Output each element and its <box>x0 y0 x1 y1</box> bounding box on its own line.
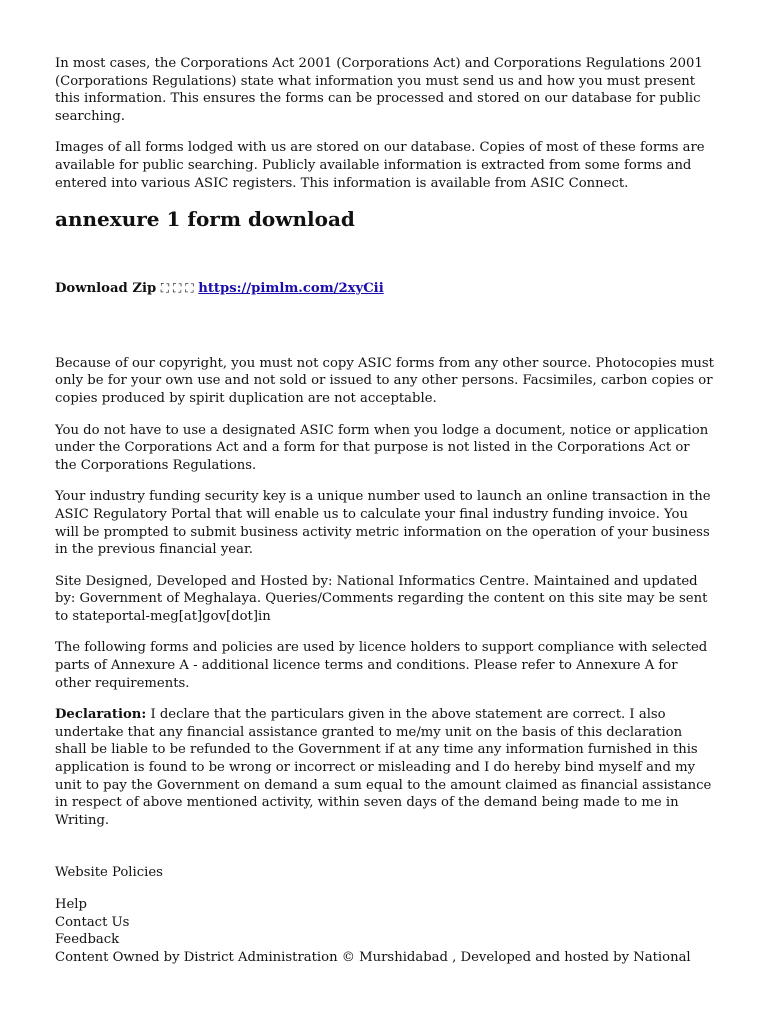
site-credits-paragraph: Site Designed, Developed and Hosted by: National Informatics Centre. Maintained and updated by: Government of Meghalaya. Queries/Comments regarding the content on this site may be sent to stateportal-meg[at]gov[dot]in <box>55 573 708 624</box>
help-link[interactable]: Help <box>55 897 87 912</box>
funding-key-paragraph: Your industry funding security key is a unique number used to launch an online transaction in the ASIC Regulatory Portal that will enable us to calculate your final industry funding invoice. You will be prompted to submit business activity metric information on the operation of your business in the previous financial year. <box>55 489 711 558</box>
copyright-paragraph: Because of our copyright, you must not copy ASIC forms from any other source. Photocopies must only be for your own use and not sold or issued to any other persons. Facsimiles, carbon copies or copies produced by spirit duplication are not acceptable. <box>55 355 714 406</box>
intro-paragraph-2: Images of all forms lodged with us are stored on our database. Copies of most of these forms are available for public searching. Publicly available information is extracted from some forms and entered into various ASIC registers. This information is available from ASIC Connect. <box>55 140 705 191</box>
declaration-text: I declare that the particulars given in the above statement are correct. I also undertake that any financial assistance granted to me/my unit on the basis of this declaration shall be liable to be refunded to the Government if at any time any information furnished in this application is found to be wrong or incorrect or misleading and I do hereby bind myself and my unit to pay the Government on demand a sum equal to the amount claimed as financial assistance in respect of above mentioned activity, within seven days of the demand being made to me in Writing. <box>55 707 712 828</box>
download-glyphs: ⛶ ⛶ ⛶ <box>160 281 194 296</box>
content-owned-text: Content Owned by District Administration © Murshidabad , Developed and hosted by National <box>55 949 691 965</box>
document-page <box>55 55 715 966</box>
designated-form-paragraph: You do not have to use a designated ASIC form when you lodge a document, notice or application under the Corporations Act and a form for that purpose is not listed in the Corporations Act or the Corporations Regulations. <box>55 422 709 473</box>
website-policies-link[interactable]: Website Policies <box>55 865 163 881</box>
declaration-paragraph <box>55 706 715 829</box>
spacer <box>55 298 715 355</box>
licence-forms-paragraph: The following forms and policies are used by licence holders to support compliance with selected parts of Annexure A - additional licence terms and conditions. Please refer to Annexure A for other requirements. <box>55 640 708 691</box>
download-line <box>55 280 715 298</box>
contact-us-link[interactable]: Contact Us <box>55 914 130 930</box>
declaration-label: Declaration: <box>55 707 147 723</box>
download-label: Download Zip <box>55 281 157 297</box>
intro-paragraph-1: In most cases, the Corporations Act 2001 (Corporations Act) and Corporations Regulations 2001 (Corporations Regulations) state what information you must send us and how you must present this information. This ensures the forms can be processed and stored on our database for public searching. <box>55 56 703 124</box>
spacer <box>55 843 715 864</box>
feedback-link[interactable]: Feedback <box>55 932 120 948</box>
download-link[interactable]: https://pimlm.com/2xyCii <box>198 281 384 297</box>
footer-links <box>55 896 715 966</box>
page-title: annexure 1 form download <box>55 207 355 232</box>
